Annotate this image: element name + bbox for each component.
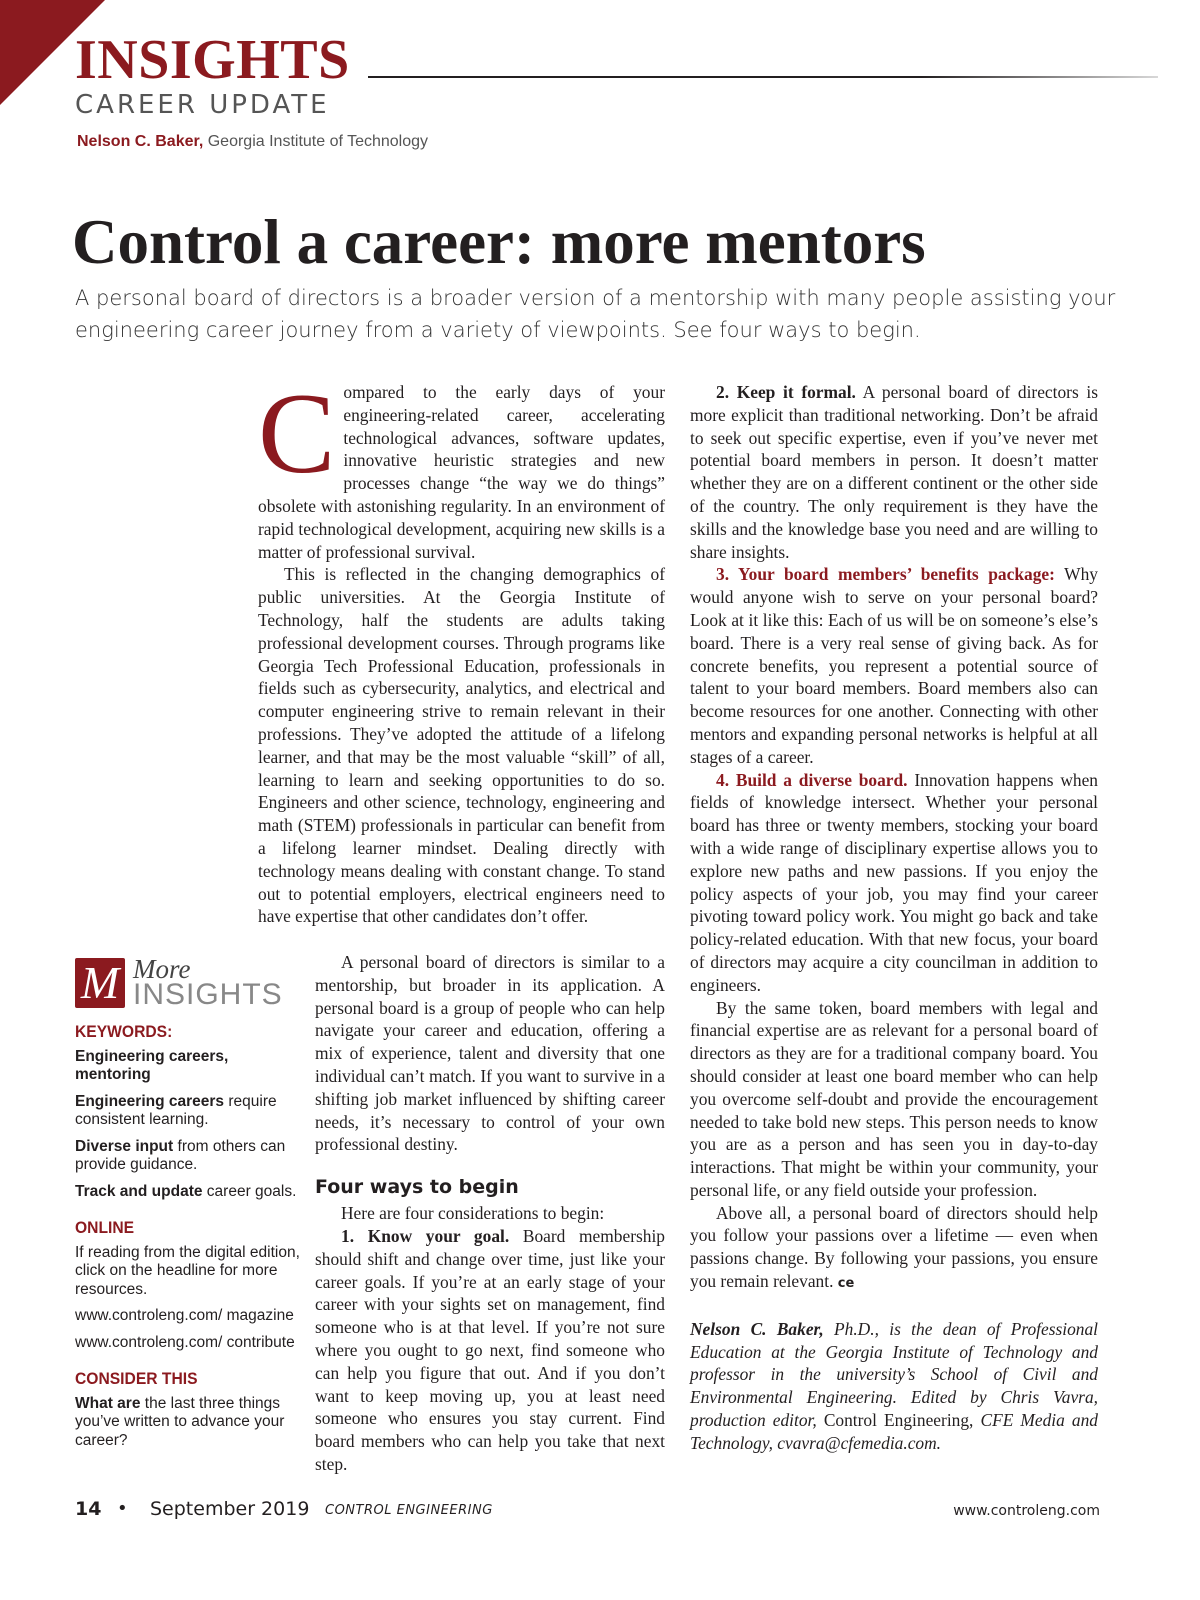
- bio-text-2: CFE Media and Technology, cvavra@cfemedia.com.: [690, 1410, 1099, 1453]
- paragraph-6: [690, 1202, 1098, 1296]
- m-logo-icon: M: [75, 958, 125, 1008]
- drop-cap: C: [258, 370, 336, 498]
- bio-text-1: Ph.D., is the dean of Professional Education at the Georgia Institute of Technology and professor in the university’s School of Civil and Environmental Engineering. Edited by Chris Vavra, production editor,: [690, 1318, 1098, 1431]
- takeaway-2: [75, 1138, 300, 1175]
- masthead-subtitle: CAREER UPDATE: [75, 90, 330, 120]
- way-2-title: 2. Keep it formal.: [716, 382, 856, 402]
- footer-page-number: 14: [75, 1498, 102, 1520]
- way-1: [315, 1225, 665, 1476]
- online-link-magazine[interactable]: www.controleng.com/ magazine: [75, 1307, 294, 1324]
- paragraph-5: By the same token, board members with legal and financial expertise are as relevant for a personal board of directors as they are for a traditional company board. You should consider at least one board member who can help you overcome self-doubt and provide the encouragement needed to take bold new steps. This person needs to know you are as a person and has seen you in day-to-day interactions. That might be within your community, your personal life, or any field outside your profession.: [690, 997, 1098, 1200]
- column-1: [258, 370, 665, 928]
- footer-magazine: CONTROL ENGINEERING: [325, 1503, 493, 1518]
- online-link-contribute[interactable]: www.controleng.com/ contribute: [75, 1333, 295, 1351]
- takeaway-2-bold: Diverse input: [75, 1137, 174, 1155]
- consider-rest: the last three things you’ve written to advance your career?: [75, 1394, 285, 1449]
- byline: [77, 133, 428, 151]
- article-deck: A personal board of directors is a broader version of a mentorship with many people assisting your engineering career journey from a variety of viewpoints. See four ways to begin.: [75, 286, 1116, 342]
- online-heading: ONLINE: [75, 1218, 135, 1237]
- takeaway-1-bold: Engineering careers: [75, 1092, 225, 1110]
- byline-name: Nelson C. Baker,: [77, 133, 204, 150]
- paragraph-1-text: ompared to the early days of your engineering-related career, accelerating technological advances, software updates, innovative heuristic strategies and new processes change “the way we do things” obsolete with astonishing regularity. In an environment of rapid technological development, acquiring new skills is a matter of professional survival.: [258, 382, 665, 562]
- paragraph-intro: [258, 370, 665, 563]
- takeaway-3-text: career goals.: [202, 1182, 297, 1200]
- footer-url[interactable]: www.controleng.com: [953, 1503, 1100, 1519]
- footer-bullet: •: [117, 1498, 128, 1519]
- takeaway-3-bold: Track and update: [75, 1182, 203, 1200]
- way-4-text: Innovation happens when fields of knowledge intersect. Whether your personal board has three or twenty members, stocking your board with a wide range of disciplinary expertise allows you to explore new paths and new passions. If you enjoy the policy aspects of your job, you may find your career pivoting toward policy work. You might go back and take policy-related education. With that new focus, your board of directors may acquire a city councilman in addition to engineers.: [690, 769, 1098, 995]
- way-2: [690, 381, 1098, 563]
- bio-publication: Control Engineering,: [816, 1410, 974, 1431]
- end-mark: ce: [837, 1276, 855, 1292]
- way-3: [690, 563, 1098, 768]
- more-insights-logo: [75, 955, 300, 1011]
- article-headline: Control a career: more mentors: [72, 207, 926, 277]
- paragraph-4: Here are four considerations to begin:: [341, 1203, 605, 1224]
- logo-more: More: [133, 954, 191, 984]
- keywords-list: Engineering careers, mentoring: [75, 1047, 229, 1083]
- way-3-text: Why would anyone wish to serve on your personal board? Look at it like this: Each of us will be on someone’s else’s board. There is a very real sense of giving back. As for concrete benefits, you represent a potential source of talent to your board members. Board members also can become resources for one another. Connecting with other mentors and expanding personal networks is helpful at all stages of a career.: [690, 564, 1098, 767]
- takeaway-1: [75, 1093, 300, 1130]
- keywords-heading: KEYWORDS:: [75, 1022, 173, 1041]
- takeaway-3: [75, 1183, 300, 1202]
- way-4-title: 4. Build a diverse board.: [716, 769, 908, 790]
- author-bio: [690, 1318, 1098, 1455]
- way-1-text: Board membership should shift and change over time, just like your career goals. If you’re at an early stage of your career with your sights set on management, find someone who is at that level. If you’re not sure where you ought to go next, find someone who can help you figure that out. And if you don’t want to keep moving up, you at least need someone who ensures you stay current. Find board members who can help you take that next step.: [315, 1225, 665, 1474]
- way-2-text: A personal board of directors is more explicit than traditional networking. Don’t be afraid to seek out specific expertise, even if you’ve never met potential board members in person. It doesn’t matter whether they are on a different continent or the other side of the country. The only requirement is they have the skills and the knowledge base you need and are willing to share insights.: [690, 382, 1098, 562]
- column-2: [690, 381, 1098, 1455]
- logo-insights: INSIGHTS: [133, 978, 283, 1011]
- way-1-title: 1. Know your goal.: [341, 1225, 510, 1246]
- column-1-lower: [315, 951, 665, 1476]
- way-3-title: 3. Your board members’ benefits package:: [716, 564, 1055, 585]
- consider-bold: What are: [75, 1394, 141, 1412]
- masthead-title: INSIGHTS: [75, 29, 350, 91]
- byline-affiliation: Georgia Institute of Technology: [203, 133, 429, 150]
- online-text: If reading from the digital edition, click on the headline for more resources.: [75, 1243, 300, 1298]
- bio-name: Nelson C. Baker,: [690, 1318, 824, 1339]
- more-insights-sidebar: [75, 955, 300, 1458]
- masthead-rule: [368, 76, 1158, 78]
- masthead: [75, 29, 350, 120]
- consider-text: [75, 1395, 300, 1451]
- takeaway-1-text: require consistent learning.: [75, 1092, 277, 1128]
- way-4: [690, 769, 1098, 997]
- paragraph-3: A personal board of directors is similar to a mentorship, but broader in its application. A personal board is a group of people who can help navigate your career and education, offering a mix of experience, talent and diversity that one individual can’t match. If you want to survive in a shifting job market influenced by shifting career needs, it’s necessary to control of your own professional destiny.: [315, 952, 665, 1155]
- consider-heading: CONSIDER THIS: [75, 1369, 198, 1388]
- footer-date: September 2019: [150, 1498, 310, 1520]
- subhead-four-ways: Four ways to begin: [315, 1176, 519, 1199]
- paragraph-2: This is reflected in the changing demographics of public universities. At the Georgia Institute of Technology, half the students are adults taking professional development courses. Through programs like Georgia Tech Professional Education, professionals in fields such as cybersecurity, analytics, and electrical and computer engineering strive to remain relevant in their professions. They’ve adopted the attitude of a lifelong learner, and that may be the most valuable “skill” of all, learning to learn and seeking opportunities to do so. Engineers and other science, technology, engineering and math (STEM) professionals in particular can benefit from a lifelong learner mindset. Dealing directly with technology means dealing with constant change. To stand out to potential employers, electrical engineers need to have expertise that other candidates don’t offer.: [258, 564, 665, 927]
- paragraph-6-text: Above all, a personal board of directors should help you follow your passions over a lifetime — even when passions change. By following your passions, you ensure you remain relevant.: [690, 1202, 1098, 1292]
- takeaway-2-text: from others can provide guidance.: [75, 1137, 286, 1173]
